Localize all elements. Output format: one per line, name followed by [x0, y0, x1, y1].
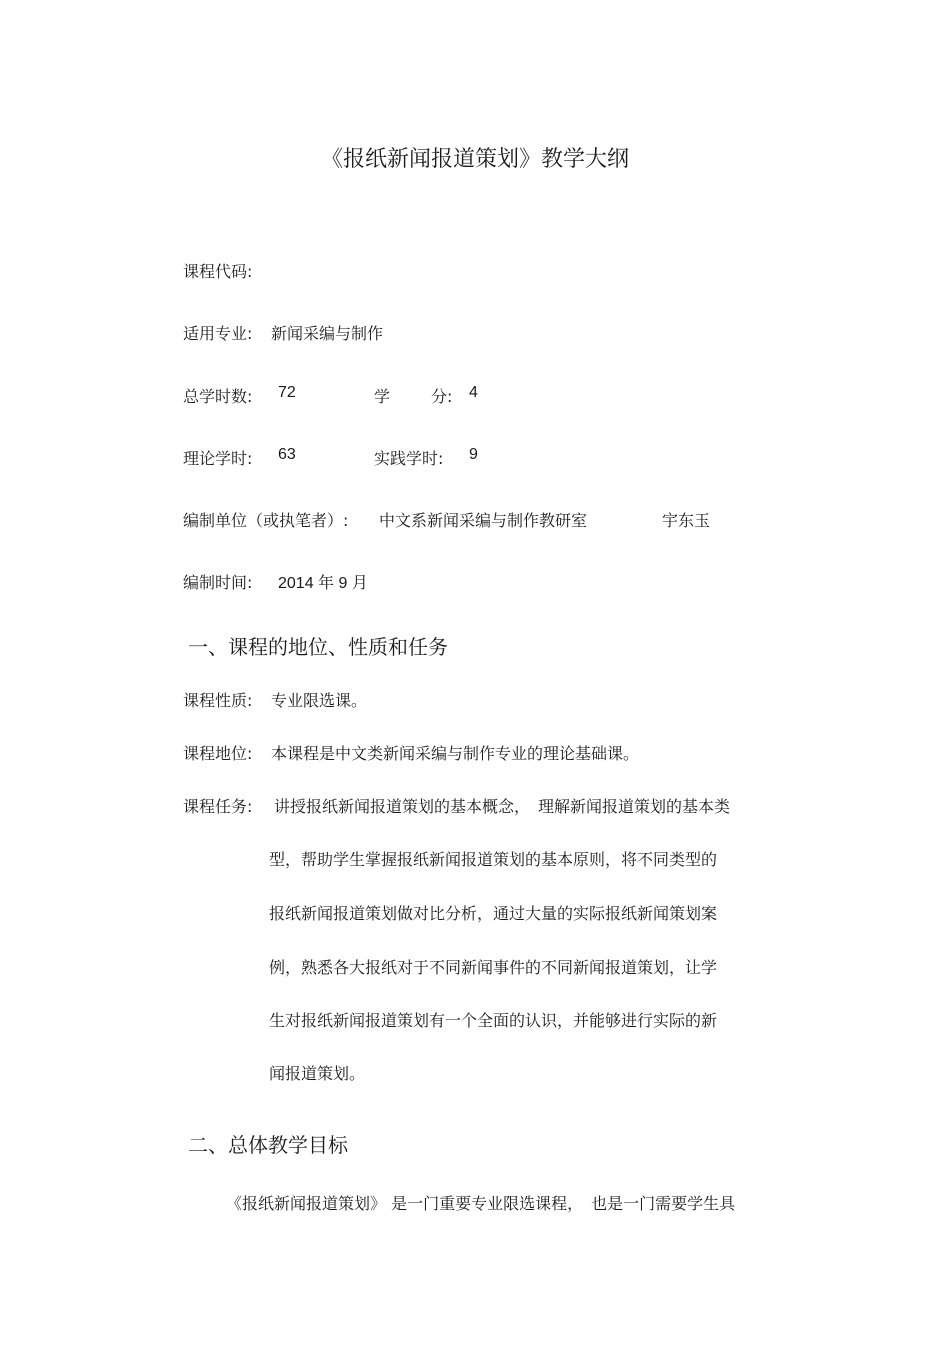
- task-line: 型，帮助学生掌握报纸新闻报道策划的基本原则，将不同类型的: [269, 850, 718, 869]
- task-line: 报纸新闻报道策划做对比分析，通过大量的实际报纸新闻策划案: [269, 904, 718, 923]
- credit-label-a: 学: [374, 387, 391, 406]
- practice-hours-value: 9: [469, 446, 478, 463]
- date-value: 2014 年 9 月: [278, 575, 368, 592]
- course-code-label: 课程代码:: [183, 262, 253, 281]
- author-unit: 中文系新闻采编与制作教研室: [379, 511, 588, 530]
- credit-label-b: 分:: [431, 387, 453, 406]
- task-line: 生对报纸新闻报道策划有一个全面的认识，并能够进行实际的新: [269, 1011, 718, 1030]
- task-line: 闻报道策划。: [269, 1064, 366, 1083]
- practice-hours-label: 实践学时:: [374, 449, 444, 468]
- task-label: 课程任务:: [183, 797, 253, 816]
- theory-hours-value: 63: [278, 446, 296, 463]
- section2-heading: 二、总体教学目标: [188, 1133, 348, 1157]
- date-label: 编制时间:: [183, 573, 253, 592]
- theory-hours-label: 理论学时:: [183, 449, 253, 468]
- task-line: 例，熟悉各大报纸对于不同新闻事件的不同新闻报道策划，让学: [269, 958, 718, 977]
- author-name: 宇东玉: [662, 511, 711, 530]
- nature-label: 课程性质:: [183, 691, 253, 710]
- total-hours-label: 总学时数:: [183, 387, 253, 406]
- major-value: 新闻采编与制作: [271, 324, 384, 343]
- position-value: 本课程是中文类新闻采编与制作专业的理论基础课。: [271, 744, 640, 763]
- task-line: 讲授报纸新闻报道策划的基本概念， 理解新闻报道策划的基本类: [274, 797, 731, 816]
- major-label: 适用专业:: [183, 324, 253, 343]
- total-hours-value: 72: [278, 384, 296, 401]
- section2-paragraph: 《报纸新闻报道策划》 是一门重要专业限选课程， 也是一门需要学生具: [226, 1194, 736, 1213]
- credit-value: 4: [469, 384, 478, 401]
- section1-heading: 一、课程的地位、性质和任务: [188, 635, 448, 659]
- position-label: 课程地位:: [183, 744, 253, 763]
- author-label: 编制单位（或执笔者）:: [183, 511, 349, 530]
- nature-value: 专业限选课。: [271, 691, 368, 710]
- document-title: 《报纸新闻报道策划》教学大纲: [320, 147, 629, 172]
